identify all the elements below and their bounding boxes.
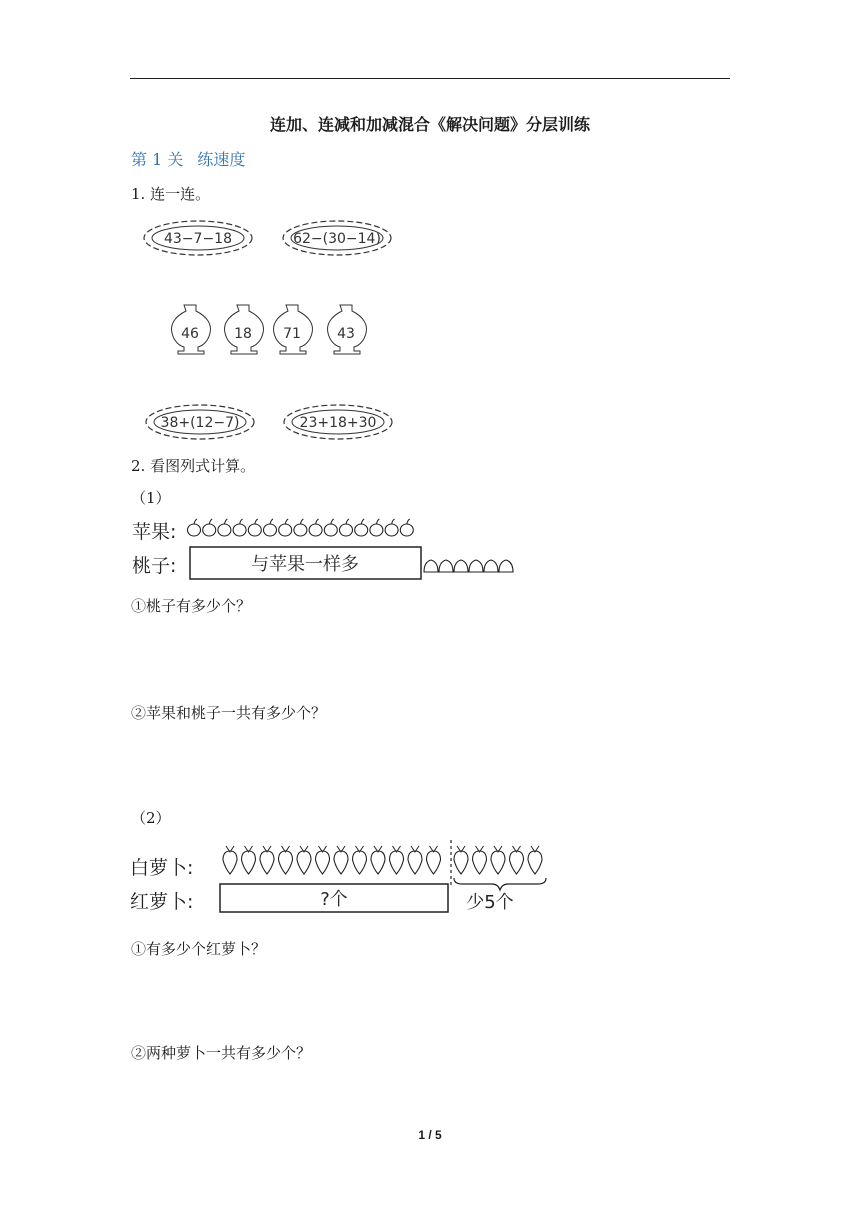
peach-extra-row [424,560,513,572]
apple-icon [264,519,277,536]
peach-box-text: 与苹果一样多 [251,554,359,575]
less-five-text: 少5个 [466,892,514,913]
apple-icon [248,519,261,536]
radish-icon [223,846,237,874]
apple-icon [218,519,231,536]
flower-expression-1-text: 43−7−18 [164,231,232,247]
apple-row [188,519,414,536]
part-2-question-1: ①有多少个红萝卜？ [131,940,267,958]
radish-icon [279,846,293,874]
part-1-question-1: ①桃子有多少个？ [131,597,252,615]
flower-expression-4 [284,405,392,439]
radish-icon [260,846,274,874]
radish-icon [491,846,505,874]
flower-expression-3-text: 38+(12−7) [160,415,240,431]
section-label: 第 1 关 [131,150,184,169]
apple-icon [188,519,201,536]
vase-2-text: 18 [234,326,252,342]
peach-icon [484,560,498,572]
page-title: 连加、连减和加减混合《解决问题》分层训练 [269,115,590,134]
vase-2 [225,305,264,354]
brace-icon [454,878,546,890]
vase-4-text: 43 [337,326,355,342]
flower-expression-3 [146,405,254,439]
radish-icon [353,846,367,874]
flower-expression-1 [144,221,252,255]
vase-4 [328,305,367,354]
matching-figure [140,212,410,442]
flower-expression-2-text: 62−(30−14) [293,231,381,247]
apple-icon [400,519,413,536]
section-name: 练速度 [197,150,246,169]
white-radish-row [223,846,542,874]
part-2-question-2: ②两种萝卜一共有多少个？ [131,1044,312,1062]
radish-icon [510,846,524,874]
vase-1 [172,305,211,354]
radish-icon [390,846,404,874]
peach-icon [469,560,483,572]
apple-icon [309,519,322,536]
radish-icon [334,846,348,874]
radish-icon [242,846,256,874]
radish-icon [427,846,441,874]
apple-icon [385,519,398,536]
apple-icon [324,519,337,536]
red-radish-box-text: ?个 [320,889,348,910]
apple-icon [279,519,292,536]
apple-icon [294,519,307,536]
radish-icon [528,846,542,874]
part-1-label: （1） [131,489,171,507]
radish-icon [297,846,311,874]
radish-icon [316,846,330,874]
vase-3 [274,305,313,354]
header-rule [130,78,730,79]
vase-3-text: 71 [283,326,301,342]
radish-icon [408,846,422,874]
peach-row-label: 桃子: [132,555,177,577]
part-2-label: （2） [131,809,171,827]
section-heading [131,147,245,170]
apples-peaches-figure [128,514,528,584]
peach-icon [424,560,438,572]
apple-icon [233,519,246,536]
apple-icon [355,519,368,536]
vase-1-text: 46 [181,326,199,342]
apple-icon [340,519,353,536]
radish-icon [371,846,385,874]
flower-expression-2 [283,221,391,255]
question-1-label: 1. 连一连。 [131,185,211,203]
white-radish-label: 白萝卜: [130,857,194,879]
part-1-question-2: ②苹果和桃子一共有多少个？ [131,704,327,722]
peach-icon [439,560,453,572]
peach-icon [499,560,513,572]
peach-icon [454,560,468,572]
flower-expression-4-text: 23+18+30 [299,415,377,431]
radish-figure [128,838,548,920]
red-radish-label: 红萝卜: [130,891,194,913]
apple-icon [203,519,216,536]
radish-icon [473,846,487,874]
question-2-label: 2. 看图列式计算。 [131,457,256,475]
apple-icon [370,519,383,536]
page-number: 1 / 5 [418,1128,442,1142]
radish-icon [454,846,468,874]
apple-row-label: 苹果: [132,521,177,543]
